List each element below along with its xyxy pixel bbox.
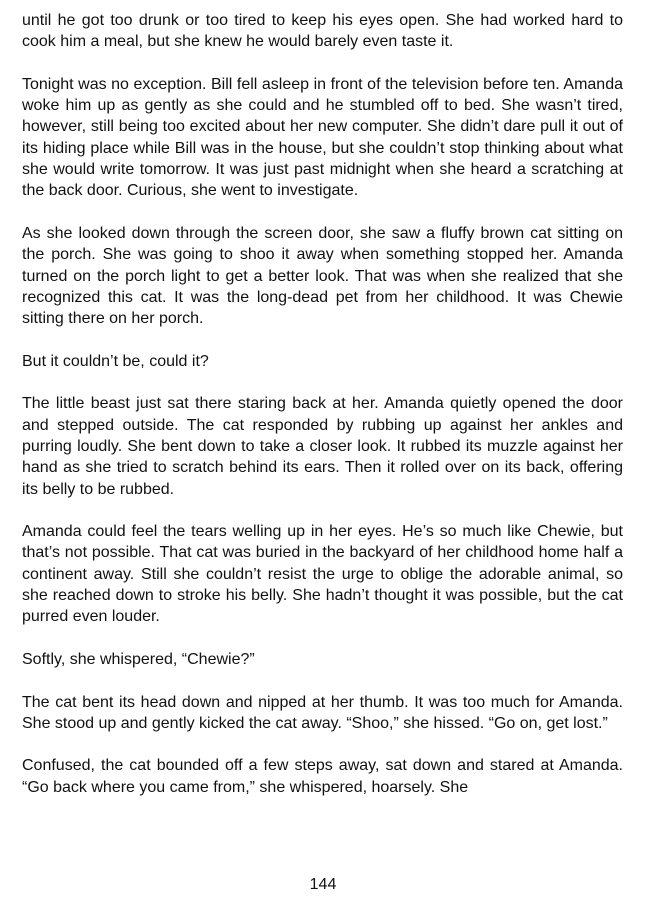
- paragraph: until he got too drunk or too tired to keep his eyes open. She had worked hard to cook him a meal, but she knew he would barely even taste it.: [22, 12, 623, 51]
- paragraph: Tonight was no exception. Bill fell asleep in front of the television before ten. Amanda woke him up as gently as she could and he stumbled off to bed. She wasn’t tired, however, still being too excited about her new computer. She didn’t dare pull it out of its hiding place while Bill was in the house, but she couldn’t stop thinking about what she would write tomorrow. It was just past midnight when she heard a scratching at the back door. Curious, she went to investigate.: [22, 75, 623, 200]
- body-text: [22, 10, 623, 819]
- paragraph: Confused, the cat bounded off a few steps away, sat down and stared at Amanda. “Go back where you came from,” she whispered, hoarsely. She: [22, 757, 623, 796]
- paragraph: As she looked down through the screen door, she saw a fluffy brown cat sitting on the porch. She was going to shoo it away when something stopped her. Amanda turned on the porch light to get a better look. That was when she realized that she recognized this cat. It was the long-dead pet from her childhood. It was Chewie sitting there on her porch.: [22, 224, 623, 328]
- paragraph: The cat bent its head down and nipped at her thumb. It was too much for Amanda. She stood up and gently kicked the cat away. “Shoo,” she hissed. “Go on, get lost.”: [22, 693, 623, 732]
- paragraph: But it couldn’t be, could it?: [22, 352, 209, 370]
- page-number: 144: [309, 876, 337, 893]
- paragraph: Amanda could feel the tears welling up in her eyes. He’s so much like Chewie, but that’s not possible. That cat was buried in the backyard of her childhood home half a continent away. Still she couldn’t resist the urge to oblige the adorable animal, so she reached down to stroke his belly. She hadn’t thought it was possible, but the cat purred even louder.: [22, 523, 623, 626]
- paragraph: Softly, she whispered, “Chewie?”: [22, 650, 255, 668]
- paragraph: The little beast just sat there staring back at her. Amanda quietly opened the door and stepped outside. The cat responded by rubbing up against her ankles and purring loudly. She bent down to take a closer look. It rubbed its muzzle against her hand as she tried to scratch behind its ears. Then it rolled over on its back, offering its belly to be rubbed.: [22, 395, 623, 498]
